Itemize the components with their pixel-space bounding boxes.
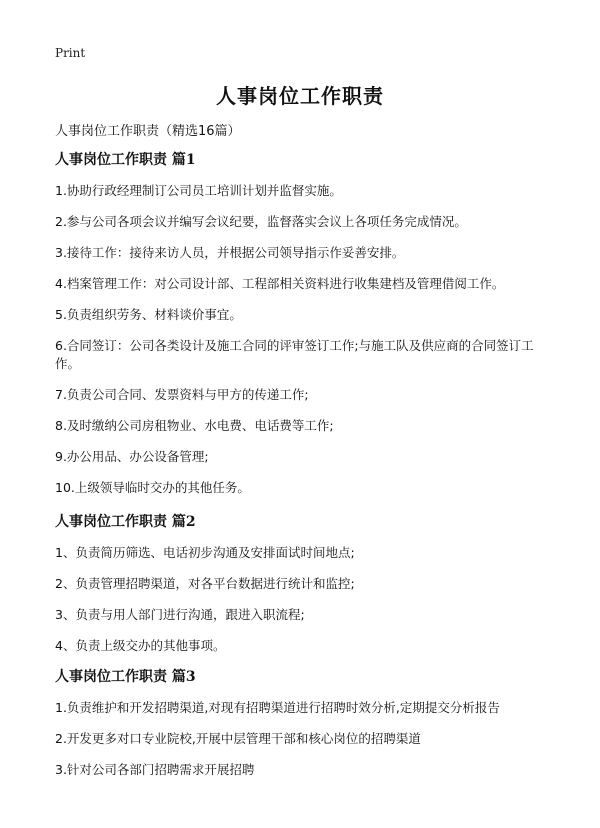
list-item: 2.开发更多对口专业院校,开展中层管理干部和核心岗位的招聘渠道 [55,731,421,746]
list-item: 9.办公用品、办公设备管理; [55,449,209,464]
section-heading [55,151,555,169]
section-heading-text: 人事岗位工作职责 [55,669,167,685]
list-item: 1.协助行政经理制订公司员工培训计划并监督实施。 [55,183,342,198]
list-item: 10.上级领导临时交办的其他任务。 [55,480,250,495]
list-item: 1、负责简历筛选、电话初步沟通及安排面试时间地点; [55,545,355,560]
section-heading-text: 人事岗位工作职责 [55,514,167,530]
list-item: 3.接待工作：接待来访人员，并根据公司领导指示作妥善安排。 [55,245,405,260]
list-item: 7.负责公司合同、发票资料与甲方的传递工作; [55,387,309,402]
list-item: 8.及时缴纳公司房租物业、水电费、电话费等工作; [55,418,334,433]
list-item: 3.针对公司各部门招聘需求开展招聘 [55,762,255,777]
list-item: 1.负责维护和开发招聘渠道,对现有招聘渠道进行招聘时效分析,定期提交分析报告 [55,700,500,715]
list-item: 2、负责管理招聘渠道，对各平台数据进行统计和监控; [55,576,355,591]
page-title: 人事岗位工作职责 [216,84,384,108]
section-heading-number: 篇1 [171,152,196,168]
section-2 [55,513,555,668]
section-heading-number: 篇3 [171,669,196,685]
section-3 [55,668,555,792]
print-link[interactable]: Print [55,46,86,60]
document-subtitle: 人事岗位工作职责（精选16篇） [55,124,241,139]
section-heading-number: 篇2 [171,514,196,530]
section-heading [55,513,555,531]
list-item: 4、负责上级交办的其他事项。 [55,638,226,653]
section-1 [55,151,555,510]
list-item: 6.合同签订：公司各类设计及施工合同的评审签订工作;与施工队及供应商的合同签订工作。 [55,338,534,371]
list-item: 2.参与公司各项会议并编写会议纪要，监督落实会议上各项任务完成情况。 [55,214,467,229]
list-item: 5.负责组织劳务、材料谈价事宜。 [55,307,242,322]
list-item: 3、负责与用人部门进行沟通，跟进入职流程; [55,607,305,622]
list-item: 4.档案管理工作：对公司设计部、工程部相关资料进行收集建档及管理借阅工作。 [55,276,505,291]
section-heading-text: 人事岗位工作职责 [55,152,167,168]
section-heading [55,668,555,686]
